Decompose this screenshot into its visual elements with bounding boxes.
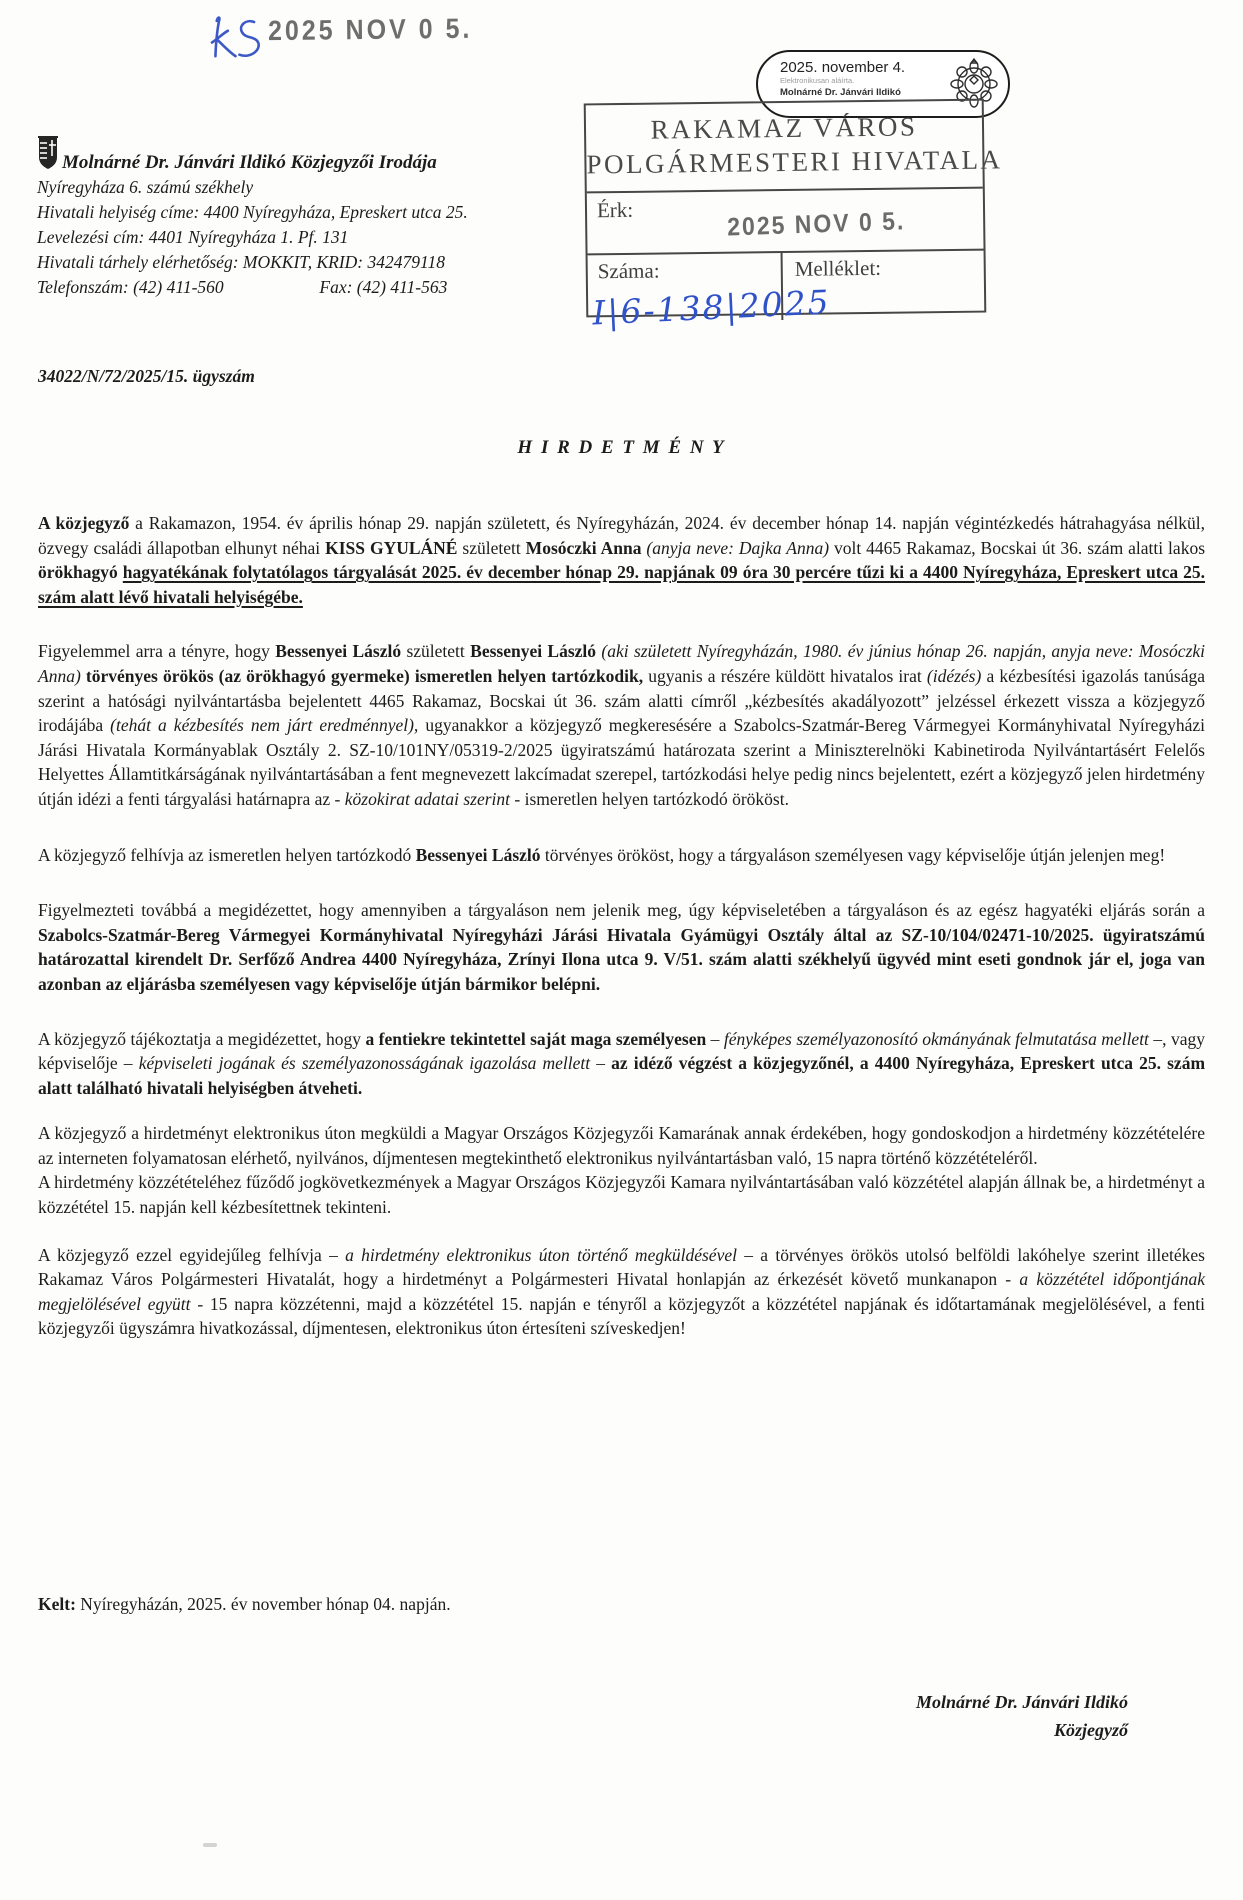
paragraph-summons-pickup-info: A közjegyző tájékoztatja a megidézettet, hogy a fentiekre tekintettel saját maga személyesen – fényképes személyazonosító okmányának felmutatása mellett –, vagy képviselője – képviseleti jogának és személyazonosságának igazolása mellett – az idéző végzést a közjegyzőnél, a 4400 Nyíregyháza, Epreskert utca 25. szám alatt található hivatali helyiségben átveheti. — [38, 1028, 1206, 1098]
letterhead — [37, 136, 677, 300]
stamp-title-line2: POLGÁRMESTERI HIVATALA — [586, 144, 1003, 180]
document-body — [38, 511, 1205, 1341]
signature-block — [916, 1688, 1128, 1744]
signature-name: Molnárné Dr. Jánvári Ildikó — [915, 1692, 1128, 1712]
received-label: Érk: — [596, 197, 634, 223]
dateline: Kelt: Nyíregyházán, 2025. év november hónap 04. napján. — [38, 1594, 451, 1614]
signature-role: Közjegyző — [1054, 1720, 1128, 1740]
paragraph-summons-call: A közjegyző felhívja az ismeretlen helyen tartózkodó Bessenyei László törvényes örököst, hogy a tárgyaláson személyesen vagy képviselője útján jelenjen meg! — [38, 844, 1166, 865]
case-number: 34022/N/72/2025/15. ügyszám — [38, 366, 255, 386]
letterhead-storage-id: Hivatali tárhely elérhetőség: MOKKIT, KRID: 342479118 — [37, 252, 445, 272]
received-date-stamp: 2025 NOV 0 5. — [726, 206, 906, 242]
paragraph-city-hall-request: A közjegyző ezzel egyidejűleg felhívja – a hirdetmény elektronikus úton történő megküldésével – a törvényes örökös utolsó belföldi lakóhelye szerint illetékes Rakamaz Város Polgármesteri Hivatalát, hogy a hirdetményt a Polgármesteri Hivatal honlapján az érkezését követő munkanapon - a közzététel időpontjának megjelölésével együtt - 15 napra közzétenni, majd a közzététel 15. napján e tényről a közjegyzőt a közzététel napjának és időtartamának megjelölésével, a fenti közjegyzői ügyszámra hivatkozással, díjmentesen, elektronikus úton értesíteni szíveskedjen! — [38, 1244, 1206, 1339]
letterhead-fax: Fax: (42) 411-563 — [319, 277, 448, 297]
stamp-attachment-cell — [783, 251, 985, 320]
notary-office-name: Molnárné Dr. Jánvári Ildikó Közjegyzői Irodája — [62, 152, 437, 173]
letterhead-seat-line: Nyíregyháza 6. számú székhely — [37, 177, 254, 197]
handwritten-initials — [197, 6, 275, 76]
scan-artifact — [203, 1843, 217, 1847]
handwritten-case-number: I|6-138|2025 — [591, 282, 832, 333]
paragraph-hearing-announcement: A közjegyző a Rakamazon, 1954. év április hónap 29. napján született, és Nyíregyházán, 2024. év december hónap 14. napján végintézkedés hátrahagyása nélkül, özvegy családi állapotban elhunyt néhai KISS GYULÁNÉ született Mosóczki Anna (anyja neve: Dajka Anna) volt 4465 Rakamaz, Bocskai út 36. szám alatti lakos örökhagyó hagyatékának folytatólagos tárgyalását 2025. év december hónap 29. napjának 09 óra 30 percére tűzi ki a 4400 Nyíregyháza, Epreskert utca 25. szám alatt lévő hivatali helyiségébe. — [38, 513, 1206, 607]
letterhead-office-address: Hivatali helyiség címe: 4400 Nyíregyháza, Epreskert utca 25. — [37, 202, 468, 222]
paragraph-publication-legal-effect: A hirdetmény közzétételéhez fűződő jogkövetkezmények a Magyar Országos Közjegyzői Kamara nyilvántartásában való közzététel alapján állnak be, a hirdetményt a közzététel 15. napján kell kézbesítettnek tekinteni. — [38, 1172, 1205, 1218]
received-date-stamp-top: 2025 NOV 0 5. — [267, 13, 473, 47]
stamp-title-line1: RAKAMAZ VÁROS — [650, 111, 918, 145]
esign-date: 2025. november 4. — [780, 59, 906, 76]
esign-subtitle: Elektronikusan aláírta. — [780, 76, 855, 85]
paragraph-warning-guardian: Figyelmezteti továbbá a megidézettet, hogy amennyiben a tárgyaláson nem jelenik meg, úgy képviseletében a tárgyaláson és az egész hagyatéki eljárás során a Szabolcs-Szatmár-Bereg Vármegyei Kormányhivatal Nyíregyházi Járási Hivatala Gyámügyi Osztály által az SZ-10/104/02471-10/2025. ügyiratszámú határozattal kirendelt Dr. Serfőző Andrea 4400 Nyíregyháza, Zrínyi Ilona utca 9. V/51. szám alatti székhelyű ügyvéd mint eseti gondnok jár el, joga van azonban az eljárásba személyesen vagy képviselője útján bármikor belépni. — [38, 900, 1205, 994]
document-title: H I R D E T M É N Y — [517, 437, 726, 458]
letterhead-phone-fax-line — [37, 275, 677, 300]
esign-signer-name: Molnárné Dr. Jánvári Ildikó — [780, 87, 901, 98]
letterhead-mailing-address: Levelezési cím: 4401 Nyíregyháza 1. Pf. 131 — [37, 227, 349, 247]
handwriting-ks-icon — [197, 6, 275, 71]
number-label: Száma: — [597, 258, 660, 284]
coat-of-arms-logo — [37, 136, 59, 175]
letterhead-phone: Telefonszám: (42) 411-560 — [37, 277, 224, 297]
paragraph-electronic-publication: A közjegyző a hirdetményt elektronikus úton megküldi a Magyar Országos Közjegyzői Kamarának annak érdekében, hogy gondoskodjon a hirdetmény közzétételére az interneten folyamatosan elérhető, nyilvános, díjmentesen megtekinthető elektronikus nyilvántartásban való, 15 napra történő közzétételéről. — [38, 1123, 1205, 1168]
attachment-label: Melléklet: — [794, 255, 882, 281]
paragraph-heir-unknown-location: Figyelemmel arra a tényre, hogy Bessenyei László született Bessenyei László (aki született Nyíregyházán, 1980. év június hónap 26. napján, anyja neve: Mosóczki Anna) törvényes örökös (az örökhagyó gyermeke) ismeretlen helyen tartózkodik, ugyanis a részére küldött hivatalos irat (idézés) a kézbesítési igazolás tanúsága szerint a hatósági nyilvántartásba bejelentett 4465 Rakamaz, Bocskai út 36. szám alatti címről „kézbesítés akadályozott” jelzéssel érkezett vissza a közjegyző irodájába (tehát a kézbesítés nem járt eredménnyel), ugyanakkor a közjegyző megkeresésére a Szabolcs-Szatmár-Bereg Vármegyei Kormányhivatal Nyíregyházi Járási Hivatala Kormányablak Osztály 2. SZ-10/101NY/05319-2/2025 ügyiratszámú határozata szerint a Miniszterelnöki Kabinetiroda Nyilvántartásért Felelős Helyettes Államtitkárságának nyilvántartásában a fent megnevezett lakcímadat szerepel, tartózkodási helye pedig nincs bejelentett, ezért a közjegyző jelen hirdetmény útján idézi a fenti tárgyalási határnapra az - közokirat adatai szerint - ismeretlen helyen tartózkodó örököst. — [38, 641, 1206, 809]
